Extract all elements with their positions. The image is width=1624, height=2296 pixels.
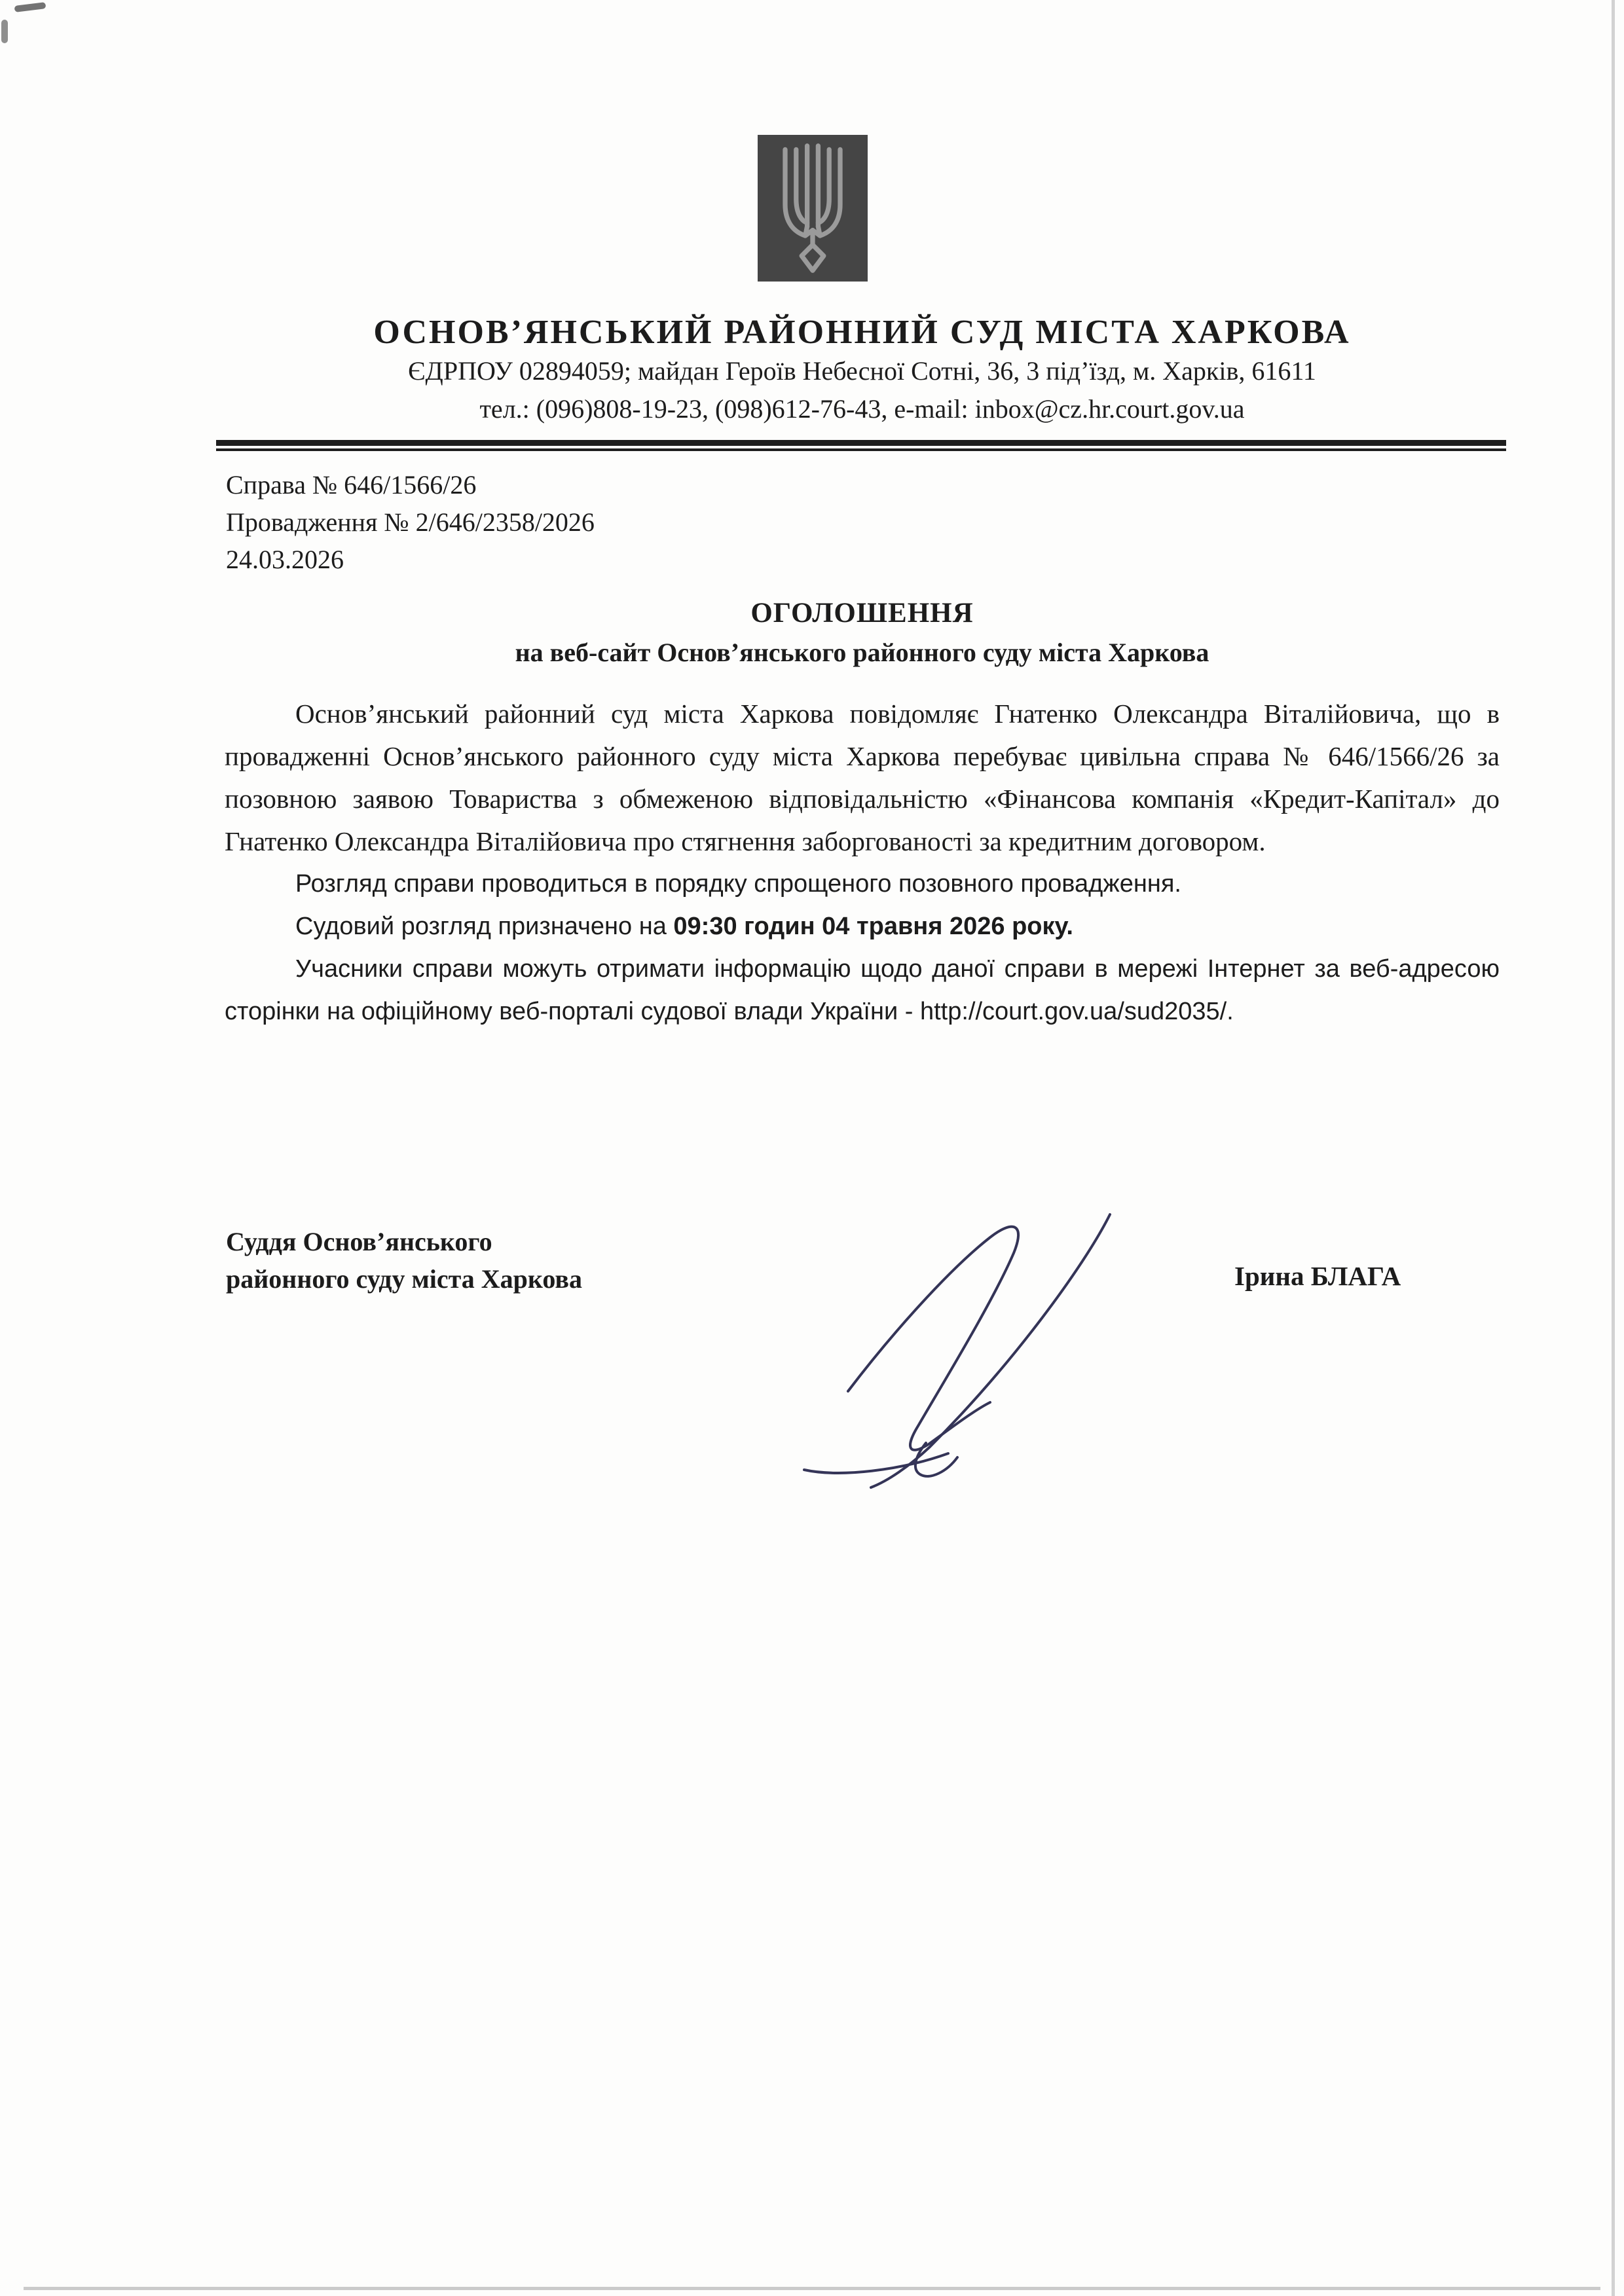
letterhead — [225, 313, 1500, 428]
title-block — [225, 597, 1500, 668]
court-name: ОСНОВ’ЯНСЬКИЙ РАЙОННИЙ СУД МІСТА ХАРКОВА — [373, 314, 1351, 351]
scan-artifact-bottom-edge — [24, 2287, 1600, 2290]
hearing-date-time: 09:30 годин 04 травня 2026 року. — [673, 913, 1073, 940]
judge-title-line1: Суддя Основ’янського — [226, 1227, 492, 1256]
ukraine-trident-emblem — [758, 134, 868, 282]
court-contacts: тел.: (096)808-19-23, (098)612-76-43, e-mail: inbox@cz.hr.court.gov.ua — [479, 394, 1245, 424]
document-subtitle: на веб-сайт Основ’янського районного суду міста Харкова — [515, 638, 1209, 667]
letterhead-divider — [216, 440, 1506, 451]
case-number: Справа № 646/1566/26 — [226, 470, 477, 500]
document-title: ОГОЛОШЕННЯ — [750, 598, 974, 629]
judge-title-block — [226, 1223, 789, 1298]
judge-signature — [727, 1192, 1146, 1506]
body-paragraph-1: Основ’янський районний суд міста Харкова повідомляє Гнатенко Олександра Віталійовича, що в провадженні Основ’янського районного суду міста Харкова перебуває цивільна справа № 646/1566/26 за позовною заявою Товариства з обмеженою відповідальністю «Фінансова компанія «Кредит-Капітал» до Гнатенко Олександра Віталійовича про стягнення заборгованості за кредитним договором. — [225, 699, 1500, 856]
hearing-sentence-prefix: Судовий розгляд призначено на — [295, 913, 674, 940]
signature-scribble-icon — [727, 1192, 1146, 1506]
body-paragraph-4: Учасники справи можуть отримати інформацію щодо даної справи в мережі Інтернет за веб-адресою сторінки на офіційному веб-порталі судової влади України - http://court.gov.ua/sud2035/. — [225, 955, 1500, 1025]
scan-artifact-left-edge — [1, 20, 8, 43]
judge-title-line2: районного суду міста Харкова — [226, 1264, 583, 1294]
court-address: ЄДРПОУ 02894059; майдан Героїв Небесної Сотні, 36, 3 під’їзд, м. Харків, 61611 — [408, 356, 1316, 386]
trident-icon — [758, 134, 868, 282]
case-info — [226, 466, 1012, 578]
scan-artifact-right-edge — [1612, 0, 1615, 2296]
proceeding-number: Провадження № 2/646/2358/2026 — [226, 507, 595, 537]
document-date: 24.03.2026 — [226, 545, 344, 574]
body-paragraph-3 — [225, 905, 1500, 948]
document-body — [225, 693, 1500, 1033]
scan-artifact-top-left — [14, 2, 46, 12]
judge-name: Ірина БЛАГА — [1234, 1261, 1401, 1291]
body-paragraph-2: Розгляд справи проводиться в порядку спрощеного позовного провадження. — [295, 870, 1181, 898]
